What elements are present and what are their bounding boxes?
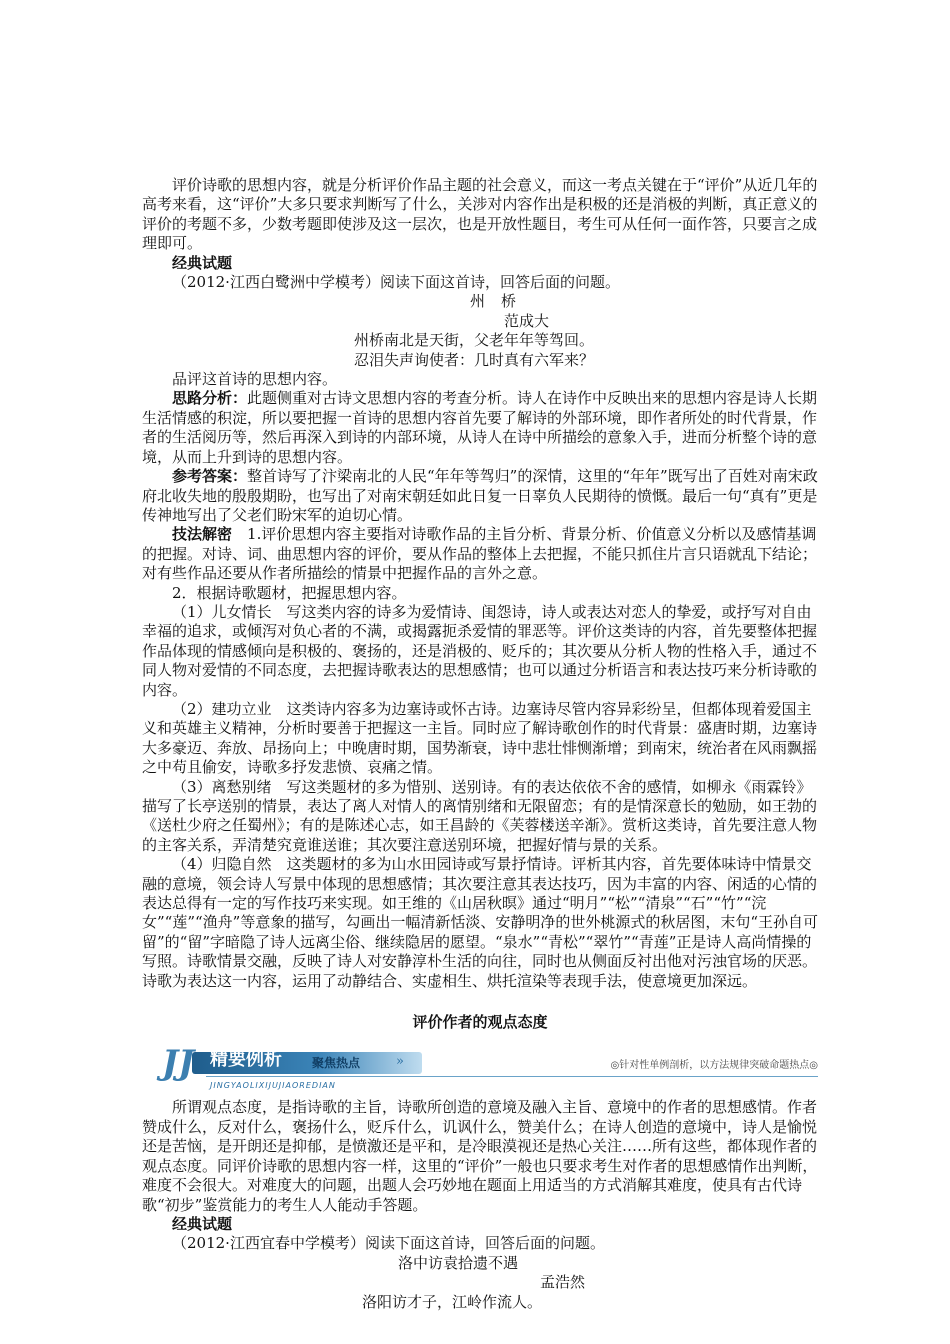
answer-paragraph: 参考答案：整首诗写了汴梁南北的人民“年年等驾归”的深情，这里的“年年”既写出了百姓对南宋政府北收失地的殷殷期盼，也写出了对南宋朝廷如此日复一日辜负人民期待的愤慨。最后一句“真有”更是传神地写出了父老们盼宋军的迫切心情。 [142,467,818,524]
banner-main-text: 精要例析 [210,1049,282,1071]
question-text: 品评这首诗的思想内容。 [172,370,338,389]
technique-point-2: 2．根据诗歌题材，把握思想内容。 [172,583,407,602]
poem-author: 孟浩然 [540,1273,586,1292]
intro-paragraph: 评价诗歌的思想内容，就是分析评价作品主题的社会意义，而这一考点关键在于“评价”从近几年的高考来看，这“评价”大多只要求判断写了什么，关涉对内容作出是积极的还是消极的判断，真正意义的评价的考题不多，少数考题即使涉及这一层次，也是开放性题目，考生可从任何一面作答，只要言之成理即可。 [142,176,818,253]
poem-author: 范成大 [504,311,550,330]
technique-label: 技法解密 [172,525,233,544]
question-source: （2012·江西宜春中学模考）阅读下面这首诗，回答后面的问题。 [172,1234,605,1253]
analysis-paragraph: 思路分析：此题侧重对古诗文思想内容的考查分析。诗人在诗作中反映出来的思想内容是诗人长期生活情感的积淀，所以要把握一首诗的思想内容首先要了解诗的外部环境，即作者所处的时代背景，作者的生活阅历等，然后再深入到诗的内部环境，从诗人在诗中所描绘的意象入手，进而分析整个诗的意境，从而上升到诗的思想内容。 [142,389,818,466]
banner-pinyin: JINGYAOLIXIJUJIAOREDIAN [210,1081,336,1091]
poem-line: 州桥南北是天街，父老年年等驾回。 [354,331,595,350]
jj-logo-icon: JJ [162,1043,195,1084]
double-arrow-icon: » [396,1054,404,1070]
poem-title: 州桥 [470,292,533,311]
poem-line: 忍泪失声询使者：几时真有六军来？ [354,350,595,369]
document-page [142,176,818,1312]
section-banner [162,1043,818,1091]
poem-title: 洛中访袁拾遗不遇 [398,1253,519,1272]
question-source: （2012·江西白鹭洲中学模考）阅读下面这首诗，回答后面的问题。 [172,273,620,292]
section-title: 评价作者的观点态度 [412,1013,548,1032]
intro-paragraph: 所谓观点态度，是指诗歌的主旨，诗歌所创造的意境及融入主旨、意境中的作者的思想感情。作者赞成什么，反对什么，褒扬什么，贬斥什么，讥讽什么，赞美什么；在诗人创造的意境中，诗人是愉悦还是苦恼，是开朗还是抑郁，是愤激还是平和，是冷眼漠视还是热心关注……所有这些，都体现作者的观点态度。同评价诗歌的思想内容一样，这里的“评价”一般也只要求考生对作者的思想感情作出判断，难度不会很大。对难度大的问题，出题人会巧妙地在题面上用适当的方式消解其难度，使具有古代诗歌“初步”鉴赏能力的考生人人能动手答题。 [142,1098,818,1214]
classic-label: 经典试题 [172,253,233,272]
category-item: （3）离愁别绪 写这类题材的多为惜别、送别诗。有的表达依依不舍的感情，如柳永《雨霖铃》描写了长亭送别的情景，表达了离人对情人的离情别绪和无限留恋；有的是情深意长的勉励，如王勃的《送杜少府之任蜀州》；有的是陈述心志，如王昌龄的《芙蓉楼送辛渐》。赏析这类诗，首先要注意人物的主客关系，弄清楚究竟谁送谁；其次要注意送别环境，把握好情与景的关系。 [142,777,818,854]
banner-slogan: ◎针对性单例剖析，以方法规律突破命题热点◎ [610,1060,818,1072]
category-item: （2）建功立业 这类诗内容多为边塞诗或怀古诗。边塞诗尽管内容异彩纷呈，但都体现着爱国主义和英雄主义精神，分析时要善于把握这一主旨。同时应了解诗歌创作的时代背景：盛唐时期，边塞诗大多豪迈、奔放、昂扬向上；中晚唐时期，国势渐衰，诗中悲壮悱恻渐增；到南宋，统治者在风雨飘摇之中苟且偷安，诗歌多抒发悲愤、哀痛之情。 [142,699,818,777]
category-item: （4）归隐自然 这类题材的多为山水田园诗或写景抒情诗。评析其内容，首先要体味诗中情景交融的意境，领会诗人写景中体现的思想感情；其次要注意其表达技巧，因为丰富的内容、闲适的心情的表达总得有一定的写作技巧来实现。如王维的《山居秋暝》通过“明月”“松”“清泉”“石”“竹”“浣女”“莲”“渔舟”等意象的描写，勾画出一幅清新恬淡、安静明净的世外桃源式的秋居图，末句“王孙自可留”的“留”字暗隐了诗人远离尘俗、继续隐居的愿望。“泉水”“青松”“翠竹”“青莲”正是诗人高尚情操的写照。诗歌情景交融，反映了诗人对安静淳朴生活的向往，同时也从侧面反衬出他对污浊官场的厌恶。诗歌为表达这一内容，运用了动静结合、实虚相生、烘托渲染等表现手法，使意境更加深远。 [142,855,819,990]
poem-line: 洛阳访才子，江岭作流人。 [362,1292,543,1311]
category-item: （1）儿女情长 写这类内容的诗多为爱情诗、闺怨诗，诗人或表达对恋人的挚爱，或抒写对自由幸福的追求，或倾泻对负心者的不满，或揭露扼杀爱情的罪恶等。评价这类诗的内容，首先要整体把握作品体现的情感倾向是积极的、褒扬的，还是消极的、贬斥的；其次要从分析人物的性格入手，通过不同人物对爱情的不同态度，去把握诗歌表达的思想感情；也可以通过分析语言和表达技巧来分析诗歌的内容。 [142,602,818,699]
answer-label: 参考答案： [172,467,248,486]
analysis-label: 思路分析： [172,389,248,408]
technique-paragraph: 技法解密 1.评价思想内容主要指对诗歌作品的主旨分析、背景分析、价值意义分析以及感情基调的把握。对诗、词、曲思想内容的评价，要从作品的整体上去把握，不能只抓住片言只语就乱下结论；对有些作品还要从作者所描绘的情景中把握作品的言外之意。 [142,525,818,583]
banner-focus-text: 聚焦热点 [312,1056,361,1071]
classic-label: 经典试题 [172,1214,233,1233]
